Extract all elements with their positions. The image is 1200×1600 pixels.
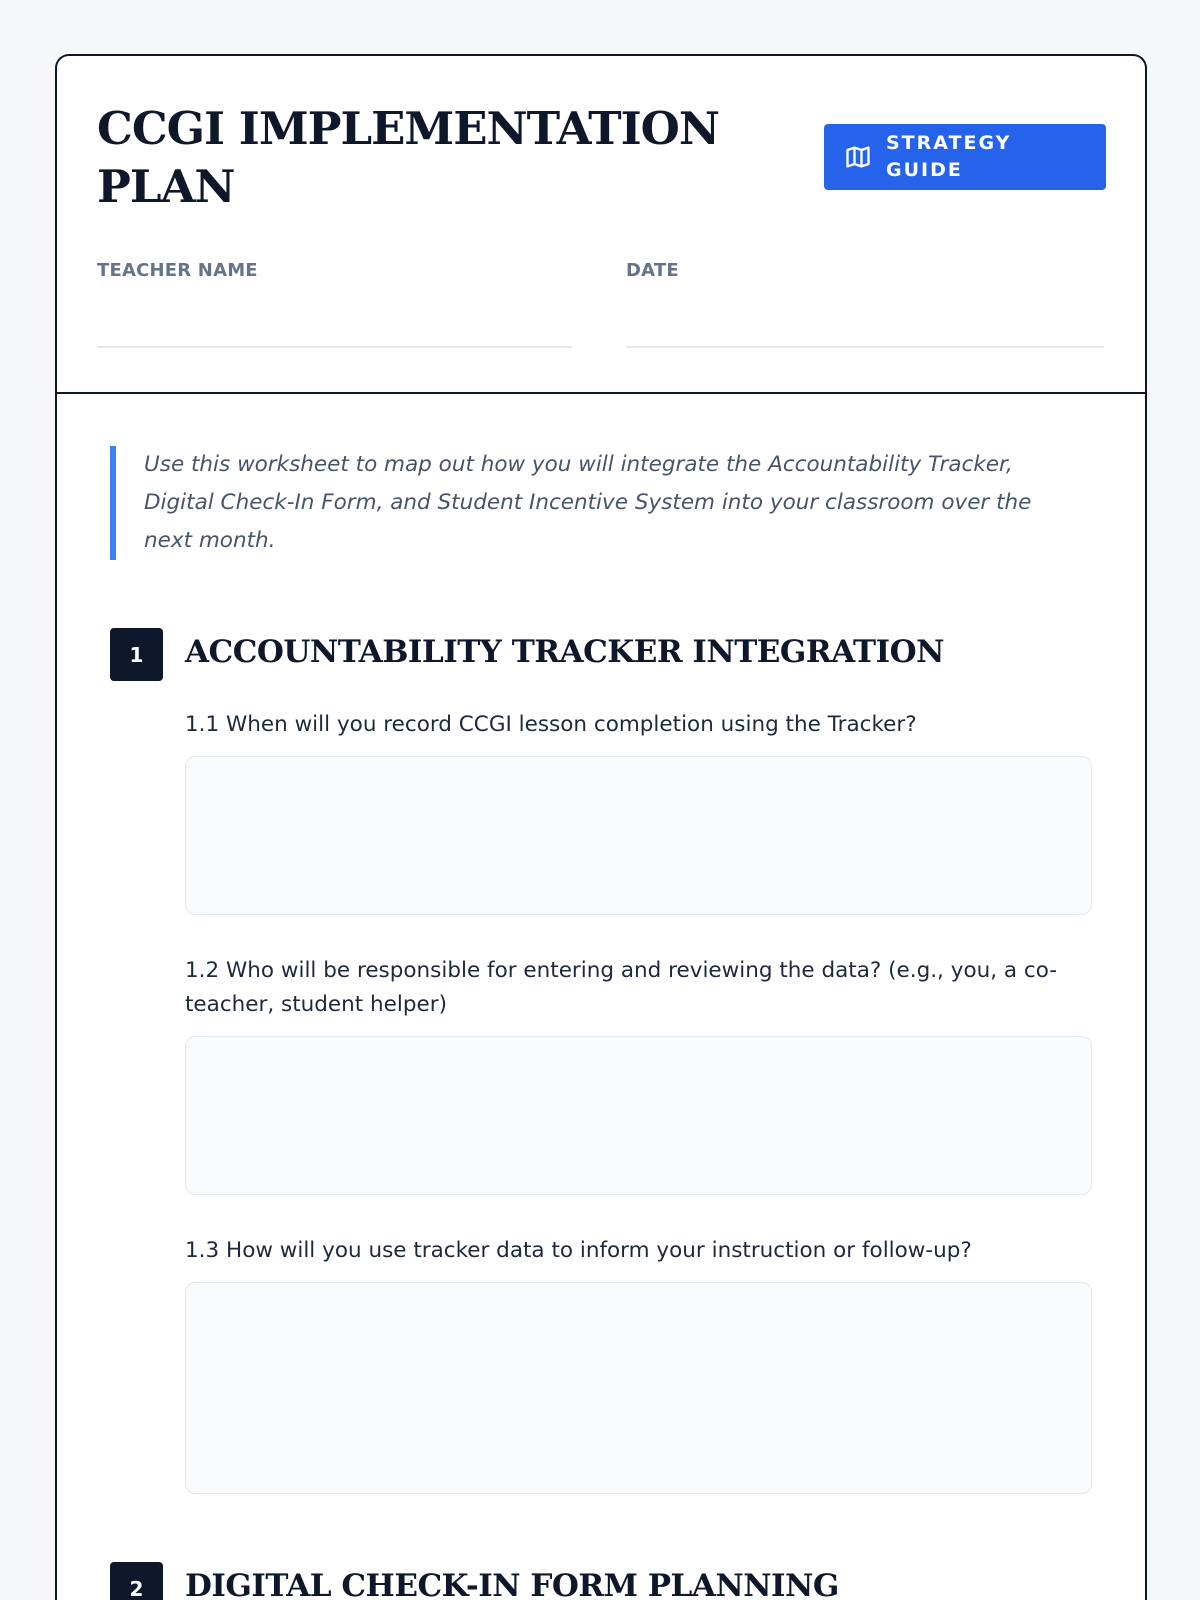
page-title: CCGI IMPLEMENTATION PLAN xyxy=(97,102,720,213)
intro-text: Use this worksheet to map out how you will integrate the Accountability Tracker, Digital Check-In Form, and Student Incentive System into your classroom over the next month. xyxy=(110,446,1060,560)
section-title: ACCOUNTABILITY TRACKER INTEGRATION xyxy=(185,634,944,670)
answer-textarea[interactable] xyxy=(185,1282,1092,1494)
date-field[interactable] xyxy=(626,296,1104,348)
section-title: DIGITAL CHECK-IN FORM PLANNING xyxy=(185,1568,839,1600)
question-label: 1.2 Who will be responsible for entering and reviewing the data? (e.g., you, a co-teacher, student helper) xyxy=(185,958,1058,1017)
map-icon xyxy=(844,143,872,171)
question-label: 1.1 When will you record CCGI lesson completion using the Tracker? xyxy=(185,712,917,737)
teacher-name-label: TEACHER NAME xyxy=(97,260,258,281)
question-label: 1.3 How will you use tracker data to inform your instruction or follow-up? xyxy=(185,1238,972,1263)
worksheet-card xyxy=(55,54,1147,1600)
section-number-badge: 2 xyxy=(110,1562,163,1600)
answer-textarea[interactable] xyxy=(185,756,1092,915)
strategy-guide-label: STRATEGY GUIDE xyxy=(886,132,1012,181)
date-label: DATE xyxy=(626,260,679,281)
teacher-name-field[interactable] xyxy=(97,296,572,348)
worksheet-header xyxy=(57,56,1145,394)
answer-textarea[interactable] xyxy=(185,1036,1092,1195)
strategy-guide-button[interactable] xyxy=(824,124,1106,190)
section-number-badge: 1 xyxy=(110,628,163,681)
